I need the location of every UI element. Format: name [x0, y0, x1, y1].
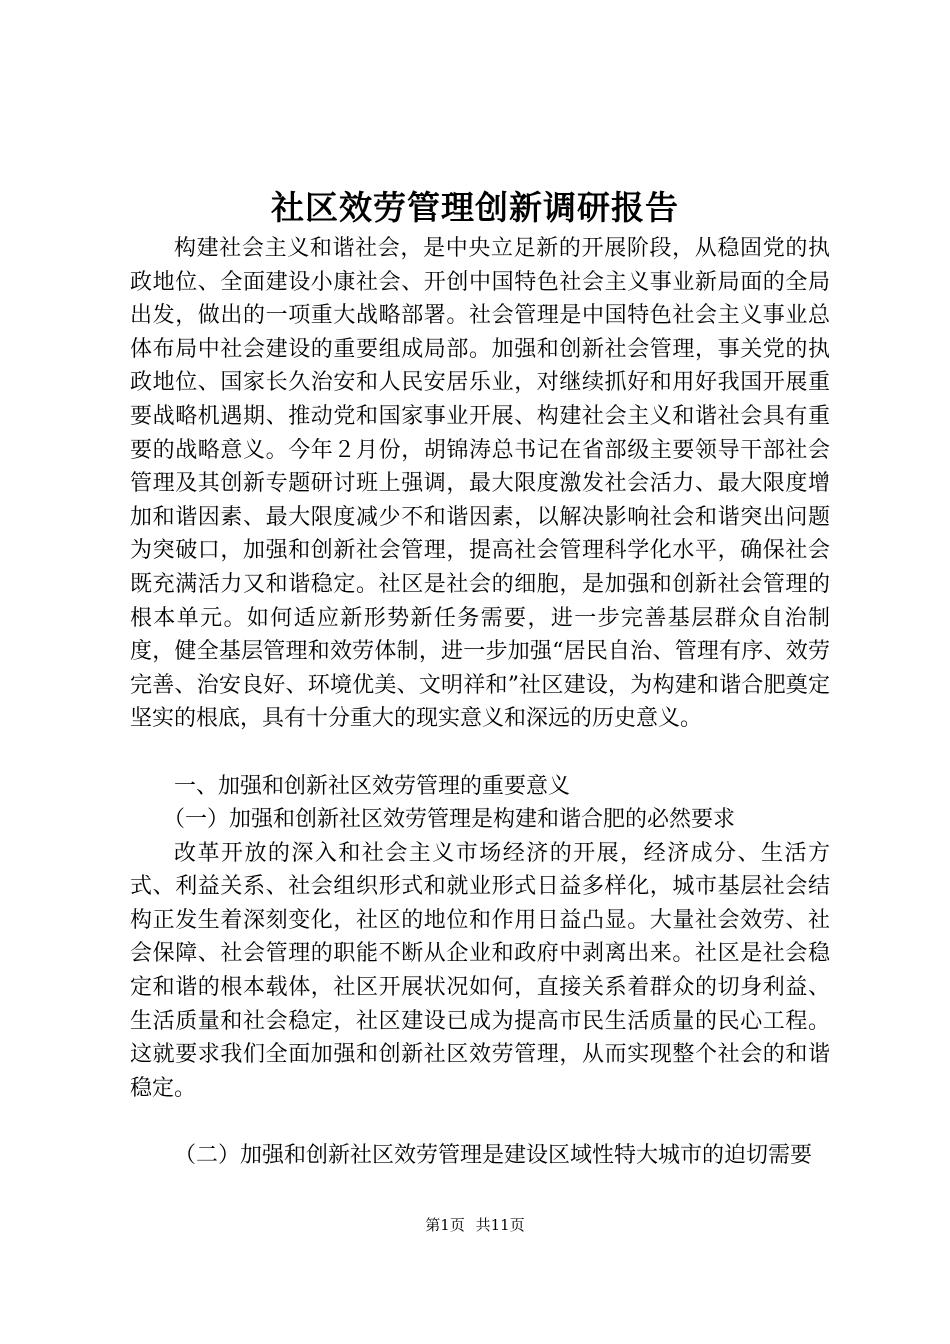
subsection-heading-1: （一）加强和创新社区效劳管理是构建和谐合肥的必然要求 [163, 807, 736, 833]
paragraph-intro: 构建社会主义和谐社会，是中央立足新的开展阶段，从稳固党的执政地位、全面建设小康社会、开创中国特色社会主义事业新局面的全局出发，做出的一项重大战略部署。社会管理是中国特色社会主义事业总体布局中社会建设的重要组成局部。加强和创新社会管理，事关党的执政地位、国家长久治安和人民安居乐业，对继续抓好和用好我国开展重要战略机遇期、推动党和国家事业开展、构建社会主义和谐社会具有重要的战略意义。今年２月份，胡锦涛总书记在省部级主要领导干部社会管理及其创新专题研讨班上强调，最大限度激发社会活力、最大限度增加和谐因素、最大限度减少不和谐因素，以解决影响社会和谐突出问题为突破口，加强和创新社会管理，提高社会管理科学化水平，确保社会既充满活力又和谐稳定。社区是社会的细胞，是加强和创新社会管理的根本单元。如何适应新形势新任务需要，进一步完善基层群众自治制度，健全基层管理和效劳体制，进一步加强“居民自治、管理有序、效劳完善、治安良好、环境优美、文明祥和”社区建设，为构建和谐合肥奠定坚实的根底，具有十分重大的现实意义和深远的历史意义。 [130, 236, 830, 732]
paragraph-spacer [130, 1105, 830, 1139]
page-total: 共11页 [475, 1216, 525, 1234]
paragraph-spacer [130, 736, 830, 770]
subsection-heading-2: （二）加强和创新社区效劳管理是建设区域性特大城市的迫切需要 [174, 1143, 813, 1169]
section-heading-1: 一、加强和创新社区效劳管理的重要意义 [174, 773, 571, 799]
document-title: 社区效劳管理创新调研报告 [271, 188, 679, 227]
page-number: 第1页 [425, 1216, 465, 1234]
paragraph-subsection-1: 改革开放的深入和社会主义市场经济的开展，经济成分、生活方式、利益关系、社会组织形式和就业形式日益多样化，城市基层社会结构正发生着深刻变化，社区的地位和作用日益凸显。大量社会效劳、社会保障、社会管理的职能不断从企业和政府中剥离出来。社区是社会稳定和谐的根本载体，社区开展状况如何，直接关系着群众的切身利益、生活质量和社会稳定，社区建设已成为提高市民生活质量的民心工程。这就要求我们全面加强和创新社区效劳管理，从而实现整个社会的和谐稳定。 [130, 840, 830, 1101]
page-footer [0, 1215, 950, 1235]
document-body [130, 232, 830, 1173]
